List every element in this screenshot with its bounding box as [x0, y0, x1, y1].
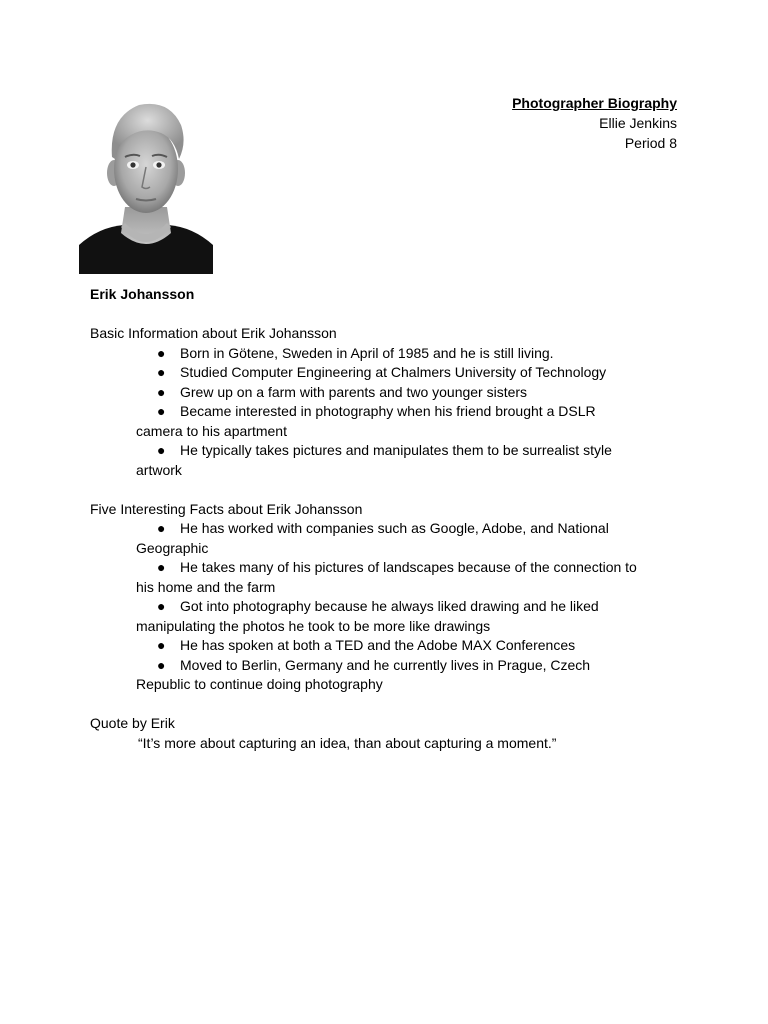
spacer — [90, 480, 690, 500]
list-item — [90, 441, 690, 480]
list-item-text: He takes many of his pictures of landscapes because of the connection to — [180, 559, 637, 575]
class-period: Period 8 — [624, 135, 677, 151]
list-item-continuation: Geographic — [136, 539, 209, 556]
list-item-text: He typically takes pictures and manipulates them to be surrealist style — [180, 442, 612, 458]
list-item — [90, 656, 690, 695]
list-item-text: He has worked with companies such as Google, Adobe, and National — [180, 520, 609, 536]
bullet-icon: ● — [157, 344, 166, 361]
bullet-icon: ● — [157, 442, 166, 458]
list-item — [90, 402, 690, 441]
list-item — [90, 383, 690, 403]
quote-heading: Quote by Erik — [90, 715, 175, 731]
facts-list — [90, 519, 690, 695]
spacer — [90, 305, 690, 325]
document-header — [512, 93, 677, 153]
bullet-icon: ● — [157, 383, 166, 400]
list-item — [90, 636, 690, 656]
list-item-continuation: Republic to continue doing photography — [136, 676, 383, 692]
basic-info-heading: Basic Information about Erik Johansson — [90, 325, 337, 341]
list-item — [90, 558, 690, 597]
basic-info-list — [90, 344, 690, 481]
list-item-text: Grew up on a farm with parents and two younger sisters — [180, 383, 528, 400]
bullet-icon: ● — [157, 520, 166, 536]
list-item-continuation: camera to his apartment — [136, 422, 287, 439]
bullet-icon: ● — [157, 559, 166, 575]
person-portrait-icon — [79, 95, 213, 274]
facts-heading: Five Interesting Facts about Erik Johansson — [90, 500, 363, 517]
list-item — [90, 344, 690, 364]
bullet-icon: ● — [157, 403, 166, 419]
author-name: Ellie Jenkins — [599, 115, 677, 131]
list-item-continuation: artwork — [136, 461, 182, 478]
document-body — [90, 285, 690, 753]
bullet-icon: ● — [157, 598, 166, 614]
list-item-text: Got into photography because he always liked drawing and he liked — [180, 598, 599, 614]
spacer — [90, 695, 690, 715]
list-item-continuation: manipulating the photos he took to be more like drawings — [136, 617, 491, 634]
portrait-photo — [79, 95, 213, 274]
list-item-text: Studied Computer Engineering at Chalmers University of Technology — [180, 364, 607, 380]
list-item — [90, 519, 690, 558]
quote-text: “It’s more about capturing an idea, than about capturing a moment.” — [138, 734, 557, 751]
list-item-text: Moved to Berlin, Germany and he currently lives in Prague, Czech — [180, 656, 591, 673]
list-item-continuation: his home and the farm — [136, 578, 276, 595]
list-item-text: Born in Götene, Sweden in April of 1985 and he is still living. — [180, 344, 554, 361]
document-title: Photographer Biography — [512, 95, 677, 111]
list-item — [90, 597, 690, 636]
subject-name: Erik Johansson — [90, 286, 195, 302]
bullet-icon: ● — [157, 656, 166, 673]
bullet-icon: ● — [157, 364, 166, 380]
list-item-text: He has spoken at both a TED and the Adobe MAX Conferences — [180, 637, 576, 653]
list-item-text: Became interested in photography when his friend brought a DSLR — [180, 403, 596, 419]
bullet-icon: ● — [157, 637, 166, 653]
list-item — [90, 363, 690, 383]
